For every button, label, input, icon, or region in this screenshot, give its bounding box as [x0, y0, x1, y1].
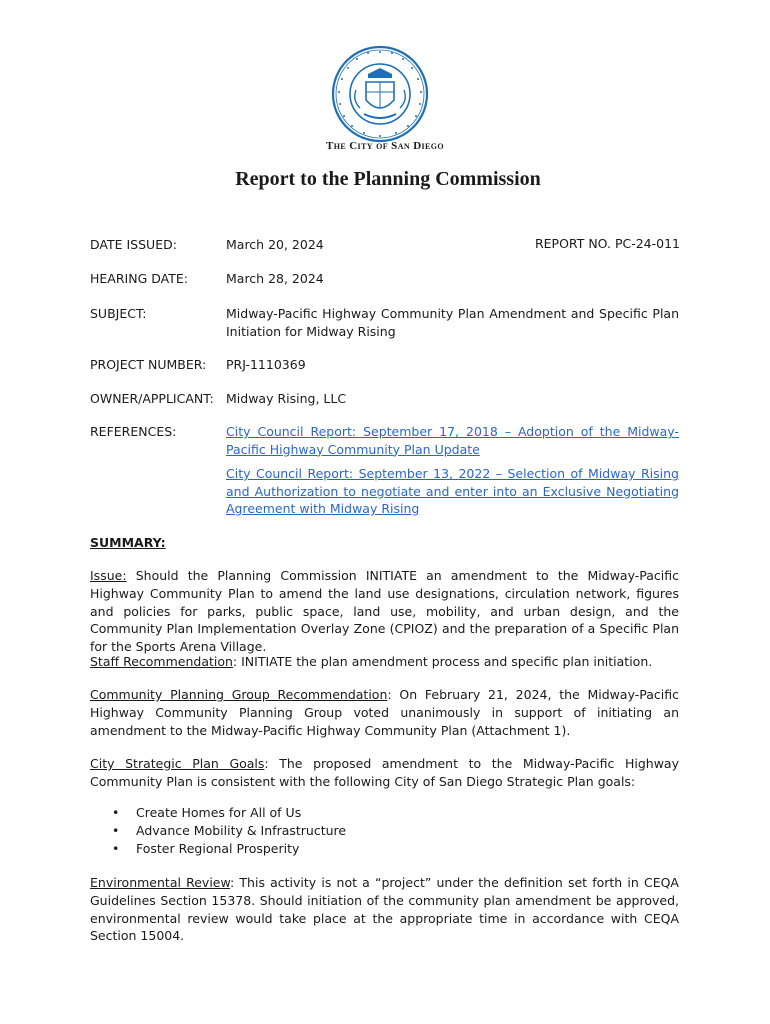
reference-link-2[interactable]: City Council Report: September 13, 2022 – Selection of Midway Rising and Authorization to negotiate and enter into an Exclusive Negotiating Agreement with Midway Rising	[226, 466, 679, 516]
strategic-goals-text: : The proposed amendment to the Midway-Pacific Highway Community Plan is consistent with the following City of San Diego Strategic Plan goals:	[90, 756, 679, 789]
staff-recommendation-label: Staff Recommendation	[90, 654, 233, 669]
owner-label: OWNER/APPLICANT:	[90, 391, 214, 406]
strategic-goals-label: City Strategic Plan Goals	[90, 756, 265, 771]
environmental-review-label: Environmental Review	[90, 875, 231, 890]
date-issued-label: DATE ISSUED:	[90, 237, 177, 252]
cpg-recommendation-text: : On February 21, 2024, the Midway-Pacific Highway Community Planning Group voted unanimously in support of initiating an amendment to the Midway-Pacific Highway Community Plan (Attachment 1).	[90, 687, 679, 738]
list-item: • Foster Regional Prosperity	[112, 840, 346, 858]
references-label: REFERENCES:	[90, 424, 177, 439]
staff-recommendation-text: : INITIATE the plan amendment process and specific plan initiation.	[232, 654, 653, 669]
owner-value: Midway Rising, LLC	[226, 391, 347, 406]
subject-value: Midway-Pacific Highway Community Plan Amendment and Specific Plan Initiation for Midway Rising	[226, 306, 679, 339]
hearing-date-value: March 28, 2024	[226, 271, 324, 286]
environmental-review-paragraph	[90, 874, 679, 945]
list-item: • Create Homes for All of Us	[112, 804, 346, 822]
issue-paragraph	[90, 567, 679, 656]
environmental-review-text: : This activity is not a “project” under the definition set forth in CEQA Guidelines Section 15378. Should initiation of the community plan amendment be approved, environmental review would take place at the appropriate time in accordance with CEQA Section 15004.	[90, 875, 679, 944]
report-title: Report to the Planning Commission	[235, 168, 541, 190]
city-seal-icon	[330, 44, 430, 144]
reference-link-1[interactable]: City Council Report: September 17, 2018 – Adoption of the Midway-Pacific Highway Community Plan Update	[226, 424, 679, 457]
project-number-label: PROJECT NUMBER:	[90, 357, 207, 372]
summary-heading: SUMMARY:	[90, 535, 166, 550]
issue-label: Issue:	[90, 568, 127, 583]
city-name: The City of San Diego	[325, 140, 445, 152]
strategic-goals-paragraph	[90, 755, 679, 791]
cpg-recommendation-label: Community Planning Group Recommendation	[90, 687, 388, 702]
issue-text: Should the Planning Commission INITIATE an amendment to the Midway-Pacific Highway Community Plan to amend the land use designations, circulation network, figures and policies for parks, public space, land use, mobility, and urban design, and the Community Plan Implementation Overlay Zone (CPIOZ) and the preparation of a Specific Plan for the Sports Arena Village.	[90, 568, 679, 655]
date-issued-value: March 20, 2024	[226, 237, 324, 252]
references-list	[226, 423, 679, 518]
cpg-recommendation-paragraph	[90, 686, 679, 739]
list-item: • Advance Mobility & Infrastructure	[112, 822, 346, 840]
strategic-goals-list	[112, 804, 346, 858]
project-number-value: PRJ-1110369	[226, 357, 306, 372]
hearing-date-label: HEARING DATE:	[90, 271, 188, 286]
staff-recommendation-paragraph	[90, 653, 679, 671]
report-number: REPORT NO. PC-24-011	[534, 236, 680, 251]
subject-label: SUBJECT:	[90, 306, 147, 321]
